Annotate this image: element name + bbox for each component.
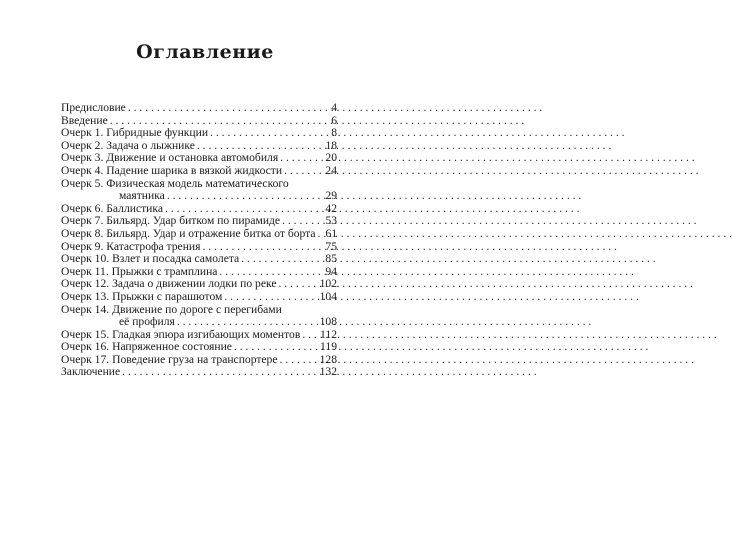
toc-entry-label: Очерк 2. Задача о лыжнике [61, 138, 195, 152]
toc-entry-label: Предисловие [61, 101, 126, 114]
toc-entry-label: Очерк 5. Физическая модель математического [61, 176, 289, 190]
toc-entry-page: 85 [325, 252, 337, 266]
toc-entry-label: Очерк 17. Поведение груза на транспортере [61, 352, 278, 366]
toc-entry-label: Очерк 10. Взлет и посадка самолета [61, 252, 240, 266]
toc-entry-essay-14[interactable] [61, 304, 337, 329]
toc-entry-page: 112 [320, 327, 337, 341]
toc-entry-label: Очерк 7. Бильярд. Удар битком по пирамиде [61, 214, 281, 228]
toc-entry-label: Введение [61, 113, 108, 127]
toc-entry-label: Заключение [61, 365, 121, 379]
dot-leader [318, 228, 324, 241]
toc-entry-page: 128 [319, 352, 337, 366]
toc-entry-essay-8[interactable] [61, 228, 337, 241]
toc-entry-label: Очерк 8. Бильярд. Удар и отражение битка от борта [61, 226, 316, 240]
toc-entry-essay-13[interactable] [61, 291, 337, 304]
toc-entry-page: 108 [319, 315, 337, 329]
toc-entry-page: 53 [325, 214, 337, 228]
toc-entry-label: Очерк 3. Движение и остановка автомобиля [61, 151, 279, 165]
toc-entry-essay-1[interactable] [61, 127, 337, 140]
toc-entry-label: Очерк 13. Прыжки с парашютом [61, 289, 223, 303]
toc-entry-label: Очерк 11. Прыжки с трамплина [61, 264, 218, 278]
toc-entry-page: 94 [325, 264, 337, 278]
dot-leader [177, 316, 318, 329]
page-title: Оглавление [136, 41, 274, 63]
dot-leader [122, 366, 317, 379]
toc-entry-label: Очерк 4. Падение шарика в вязкой жидкости [61, 163, 283, 177]
toc-entry-page: 119 [320, 340, 337, 354]
dot-leader [234, 341, 318, 354]
toc-entry-label: Очерк 12. Задача о движении лодки по реке [61, 277, 277, 291]
toc-entry-essay-16[interactable] [61, 341, 337, 354]
toc-entry-label: Очерк 1. Гибридные функции [61, 126, 209, 140]
toc-entry-page: 132 [319, 365, 337, 379]
toc-entry-label-continued: её профиля [119, 315, 175, 329]
toc-entry-essay-10[interactable] [61, 253, 337, 266]
toc-entry-label: Очерк 16. Напряженное состояние [61, 340, 232, 354]
toc-entry-page: 8 [331, 126, 337, 140]
toc-entry-page: 24 [325, 163, 337, 177]
toc-entry-essay-5[interactable] [61, 178, 337, 203]
toc-entry-page: 4 [331, 101, 337, 114]
toc-entry-label-continued: маятника [119, 189, 165, 203]
toc-entry-page: 102 [319, 277, 337, 291]
toc-entry-page: 75 [325, 239, 337, 253]
toc-entry-label: Очерк 15. Гладкая эпюра изгибающих моментов [61, 327, 301, 341]
dot-leader [128, 102, 329, 115]
toc-entry-label: Очерк 9. Катастрофа трения [61, 239, 201, 253]
toc-entry-page: 18 [325, 138, 337, 152]
dot-leader [241, 253, 323, 266]
toc-entry-page: 29 [325, 189, 337, 203]
toc-entry-label: Очерк 6. Баллистика [61, 201, 163, 215]
table-of-contents [61, 102, 337, 379]
dot-leader [167, 190, 324, 203]
toc-entry-page: 61 [325, 226, 338, 240]
dot-leader [224, 291, 317, 304]
toc-entry-essay-4[interactable] [61, 165, 337, 178]
toc-entry-page: 20 [325, 151, 337, 165]
toc-entry-page: 6 [331, 113, 337, 127]
toc-entry-conclusion[interactable] [61, 366, 337, 379]
toc-entry-label: Очерк 14. Движение по дороге с перегибами [61, 302, 282, 316]
toc-entry-preface[interactable] [61, 102, 337, 115]
toc-entry-page: 104 [319, 289, 337, 303]
dot-leader [210, 127, 329, 140]
dot-leader [284, 165, 323, 178]
toc-entry-page: 42 [325, 201, 337, 215]
